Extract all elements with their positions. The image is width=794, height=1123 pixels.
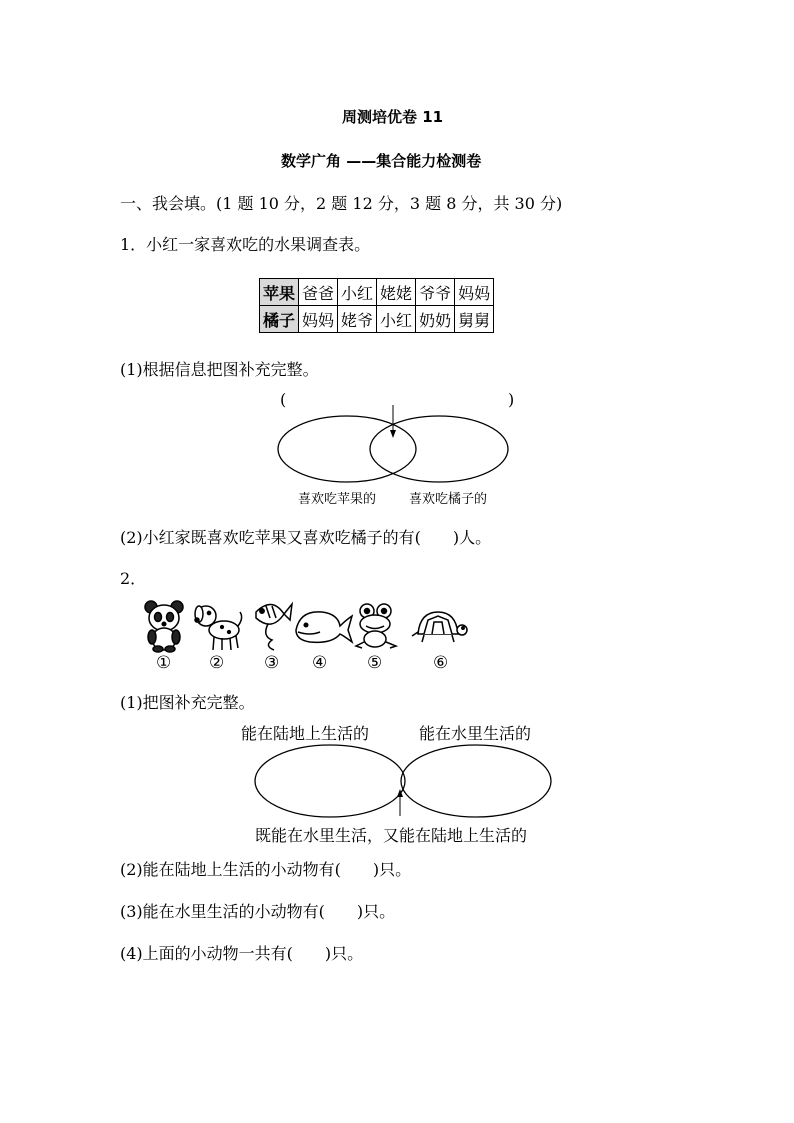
table-cell: 爸爸 <box>299 279 338 306</box>
table-cell: 小红 <box>338 279 377 306</box>
fish-icon <box>256 604 292 650</box>
table-cell: 奶奶 <box>416 306 455 333</box>
fruit-survey-table <box>259 278 494 333</box>
q2-part2: (2)能在陆地上生活的小动物有( )只。 <box>120 860 412 879</box>
animal-number-6: ⑥ <box>433 653 449 673</box>
table-cell: 爷爷 <box>416 279 455 306</box>
dog-icon <box>195 606 242 650</box>
turtle-icon <box>412 612 467 642</box>
table-row <box>260 306 494 333</box>
table-row <box>260 279 494 306</box>
venn1-left-ellipse <box>278 416 416 482</box>
section-heading: 一、我会填。(1 题 10 分，2 题 12 分，3 题 8 分，共 30 分) <box>120 194 563 213</box>
venn2-left-ellipse <box>255 745 405 817</box>
table-cell: 姥姥 <box>377 279 416 306</box>
q1-part2: (2)小红家既喜欢吃苹果又喜欢吃橘子的有( )人。 <box>120 528 492 547</box>
q2-part1: (1)把图补充完整。 <box>120 693 255 712</box>
venn2-left-label: 能在陆地上生活的 <box>241 724 370 743</box>
animal-number-3: ③ <box>264 653 280 673</box>
table-cell: 舅舅 <box>455 306 494 333</box>
venn1-bracket-open: ( <box>280 390 287 409</box>
page-subtitle: 数学广角 ——集合能力检测卷 <box>281 152 482 170</box>
q2-part3: (3)能在水里生活的小动物有( )只。 <box>120 902 396 921</box>
venn2-bottom-label: 既能在水里生活，又能在陆地上生活的 <box>255 826 528 845</box>
animal-number-2: ② <box>209 653 225 673</box>
panda-icon <box>145 601 183 652</box>
table-cell: 苹果 <box>260 279 299 306</box>
frog-icon <box>356 604 396 648</box>
venn2-right-ellipse <box>401 745 551 817</box>
q2-stem: 2． <box>120 569 147 588</box>
venn1-bracket-close: ) <box>508 390 515 409</box>
animal-number-4: ④ <box>312 653 328 673</box>
q1-part1: (1)根据信息把图补充完整。 <box>120 360 319 379</box>
page-title: 周测培优卷 11 <box>342 108 444 126</box>
venn2-right-label: 能在水里生活的 <box>419 724 532 743</box>
table-cell: 橘子 <box>260 306 299 333</box>
table-cell: 妈妈 <box>455 279 494 306</box>
animal-number-1: ① <box>156 653 172 673</box>
venn1-left-label: 喜欢吃苹果的 <box>298 492 377 507</box>
table-cell: 妈妈 <box>299 306 338 333</box>
table-cell: 姥爷 <box>338 306 377 333</box>
venn1-right-ellipse <box>370 416 508 482</box>
table-cell: 小红 <box>377 306 416 333</box>
whale-icon <box>296 612 352 643</box>
animal-number-5: ⑤ <box>367 653 383 673</box>
q1-stem: 1．小红一家喜欢吃的水果调查表。 <box>120 235 371 254</box>
venn1-right-label: 喜欢吃橘子的 <box>409 492 488 507</box>
q2-part4: (4)上面的小动物一共有( )只。 <box>120 944 364 963</box>
